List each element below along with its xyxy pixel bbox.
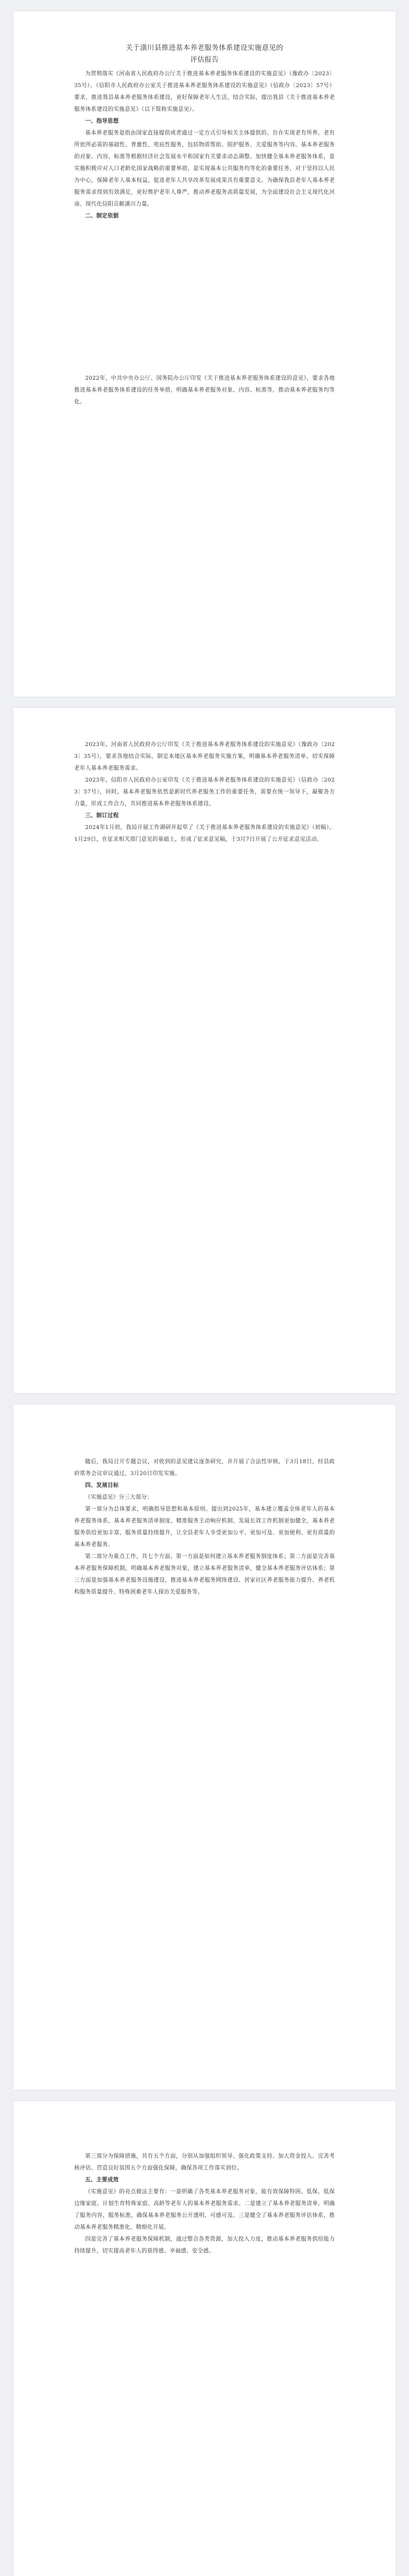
intro-paragraph: 为贯彻落实《河南省人民政府办公厅关于推进基本养老服务体系建设的实施意见》（豫政办〔2023〕35号）、《信阳市人民政府办公室关于推进基本养老服务体系建设的实施意见》（信政办〔2023〕57号）要求，推进我县基本养老服务体系建设，更好保障老年人生活，结合实际，提出我县《关于推进基本养老服务体系建设的实施意见》（以下简称实施意见）。: [74, 71, 335, 112]
paragraph: 2023年，河南省人民政府办公厅印发《关于推进基本养老服务体系建设的实施意见》（豫政办〔2023〕35号），要求各地结合实际，制定本地区基本养老服务实施方案，明确基本养老服务清单，切实保障老年人基本养老服务需求。: [74, 741, 335, 771]
title-line-2: 评估报告: [190, 56, 219, 64]
document-page-4: [13, 2101, 396, 2576]
document-title: [74, 42, 335, 66]
section-heading-1: 一、指导思想: [85, 118, 119, 124]
title-line-1: 关于潢川县推进基本养老服务体系建设实施意见的: [126, 44, 283, 52]
section-heading-5: 五、主要成效: [85, 2177, 119, 2183]
paragraph: 随后，我局召开专题会议，对收到的意见建议逐条研究，并开展了合法性审核，于3月18日，经县政府常务会议审议通过，3月20日印发实施。: [74, 1459, 335, 1477]
paragraph: 2024年1月初，我局开展工作调研并起草了《关于推进基本养老服务体系建设的实施意见》（初稿）。1月29日，在征求相关部门意见的基础上，形成了征求意见稿，于3月7日开展了公开征求意见活动。: [74, 824, 335, 842]
section-heading-4: 四、发展目标: [85, 1482, 119, 1488]
page-blank-space: [74, 222, 335, 372]
paragraph: 《实施意见》分三大部分：: [85, 1494, 152, 1500]
paragraph: 第一部分为总体要求，明确指导思想和基本原则。提出到2025年，基本建立覆盖全体老年人的基本养老服务体系，基本养老服务清单制度、精准服务主动响应机制、发展长效工作机制更加健全，基本养老服务供给更加丰富、服务质量持续提升，让全县老年人享受更加公平、更加可及、更加便利、更有质量的基本养老服务。: [74, 1506, 335, 1548]
paragraph: 基本养老服务是指由国家直接提供或者通过一定方式引导相关主体提供的、旨在实现老有所养、老有所依所必需的基础性、普惠性、兜底性服务，包括物质帮助、照护服务、关爱服务等内容。基本养老服务的对象、内容、标准等根据经济社会发展水平和国家有关要求动态调整。加快健全基本养老服务体系，是实施积极应对人口老龄化国家战略的重要举措，是实现基本公共服务均等化的重要任务，对于坚持以人民为中心，保障老年人基本权益，促进老年人共享改革发展成果具有重要意义。为确保我县老年人基本养老服务需求得到有效满足，更好维护老年人尊严，推动养老服务高质量发展，为全面建设社会主义现代化河南、现代化信阳贡献潢川力量。: [74, 130, 335, 207]
paragraph: 第二部分为重点工作，共七个方面。第一方面是如何建立基本养老服务制度体系；第二方面是完善基本养老服务保障机制，明确基本养老服务对象，建立基本养老服务清单，健全基本养老服务评估体系；第三方面是加强基本养老服务设施建设，推进基本养老服务网络建设、居家社区养老服务能力提升、养老机构服务质量提升、特殊困难老年人探访关爱服务等。: [74, 1553, 335, 1595]
paragraph: 《实施意见》的亮点做法主要有：一是明确了各类基本养老服务对象，能有效保障特困、低保、低保边缘家庭、计划生育特殊家庭、高龄等老年人的基本养老服务需求。二是建立了基本养老服务清单，明确了服务内容、服务标准，确保基本养老服务公开透明、可感可及。三是健全了基本养老服务评估体系，推动基本养老服务精准化、精细化开展。: [74, 2189, 335, 2230]
section-heading-3: 三、制订过程: [85, 812, 119, 819]
document-page-3: [13, 1404, 396, 2090]
document-page-2: [13, 708, 396, 1393]
section-heading-2: 二、制定依据: [85, 213, 119, 219]
paragraph: 四是完善了基本养老服务保障机制，通过整合各类资源，加大投入力度，推动基本养老服务供给能力持续提升，切实提高老年人的获得感、幸福感、安全感。: [74, 2236, 335, 2254]
document-page-1: [13, 11, 396, 697]
paragraph: 2022年，中共中央办公厅、国务院办公厅印发《关于推进基本养老服务体系建设的意见》，要求各地推进基本养老服务体系建设的任务举措，明确基本养老服务对象、内容、标准等，推动基本养老服务均等化。: [74, 375, 335, 405]
paragraph: 第三部分为保障措施，共有五个方面，分别从加强组织领导、强化政策支持、加大资金投入、完善考核评估、营造良好氛围五个方面强化保障，确保各项工作落实到位。: [74, 2153, 335, 2171]
paragraph: 2023年，信阳市人民政府办公室印发《关于推进基本养老服务体系建设的实施意见》（信政办〔2023〕57号），同时，基本养老服务依然是新时代养老服务工作的重要任务，需要在统一领导下，凝聚各方力量，形成工作合力，共同推进基本养老服务体系建设。: [74, 777, 335, 807]
